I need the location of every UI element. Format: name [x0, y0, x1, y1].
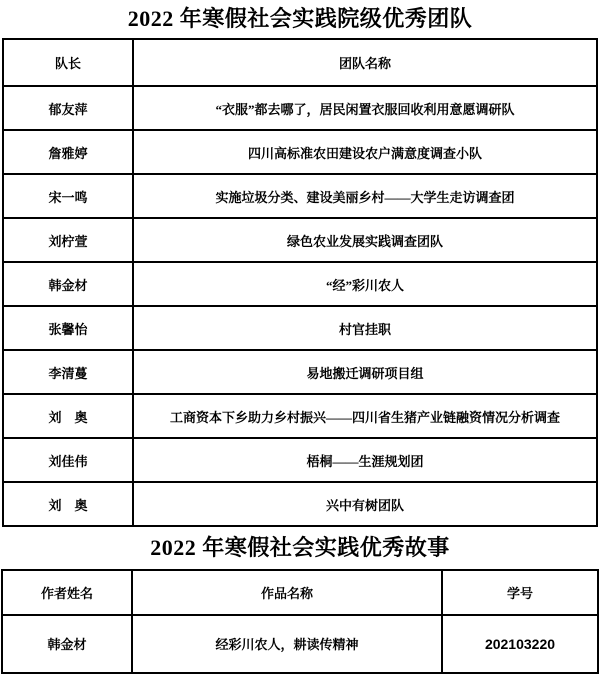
- table-row: [3, 86, 597, 130]
- excellent-stories-table: [1, 569, 599, 674]
- table-row: [3, 262, 597, 306]
- work-cell: 经彩川农人，耕读传精神: [132, 615, 442, 673]
- team-cell: 村官挂职: [133, 306, 597, 350]
- excellent-teams-table: [2, 38, 598, 527]
- author-cell: 韩金材: [2, 615, 132, 673]
- student-id-cell: 202103220: [442, 615, 598, 673]
- team-cell: 绿色农业发展实践调查团队: [133, 218, 597, 262]
- header-cell-student-id: 学号: [442, 570, 598, 615]
- team-cell: 实施垃圾分类、建设美丽乡村——大学生走访调查团: [133, 174, 597, 218]
- table-row: [3, 174, 597, 218]
- header-cell-author-name: 作者姓名: [2, 570, 132, 615]
- section1-title: 2022 年寒假社会实践院级优秀团队: [127, 6, 473, 31]
- team-cell: “经”彩川农人: [133, 262, 597, 306]
- stories-table-header-row: [2, 570, 598, 615]
- leader-cell: 韩金材: [3, 262, 133, 306]
- leader-cell: 刘柠萱: [3, 218, 133, 262]
- table-row: [3, 306, 597, 350]
- table-row: [3, 438, 597, 482]
- team-cell: 工商资本下乡助力乡村振兴——四川省生猪产业链融资情况分析调查: [133, 394, 597, 438]
- section2-title: 2022 年寒假社会实践优秀故事: [150, 535, 450, 561]
- leader-cell: 詹雅婷: [3, 130, 133, 174]
- leader-cell: 张馨怡: [3, 306, 133, 350]
- table-row: [2, 615, 598, 673]
- team-cell: 易地搬迁调研项目组: [133, 350, 597, 394]
- team-cell: 四川高标准农田建设农户满意度调查小队: [133, 130, 597, 174]
- header-cell-work-name: 作品名称: [132, 570, 442, 615]
- leader-cell: 郁友萍: [3, 86, 133, 130]
- table-row: [3, 482, 597, 526]
- team-cell: “衣服”都去哪了，居民闲置衣服回收利用意愿调研队: [133, 86, 597, 130]
- table-row: [3, 130, 597, 174]
- teams-table-header-row: [3, 39, 597, 86]
- header-cell-leader: 队长: [3, 39, 133, 86]
- leader-cell: 刘 奥: [3, 482, 133, 526]
- team-cell: 兴中有树团队: [133, 482, 597, 526]
- leader-cell: 刘佳伟: [3, 438, 133, 482]
- leader-cell: 李清蔓: [3, 350, 133, 394]
- table-row: [3, 218, 597, 262]
- document-page: [0, 6, 600, 674]
- leader-cell: 刘 奥: [3, 394, 133, 438]
- table-row: [3, 350, 597, 394]
- header-cell-team-name: 团队名称: [133, 39, 597, 86]
- table-row: [3, 394, 597, 438]
- leader-cell: 宋一鸣: [3, 174, 133, 218]
- team-cell: 梧桐——生涯规划团: [133, 438, 597, 482]
